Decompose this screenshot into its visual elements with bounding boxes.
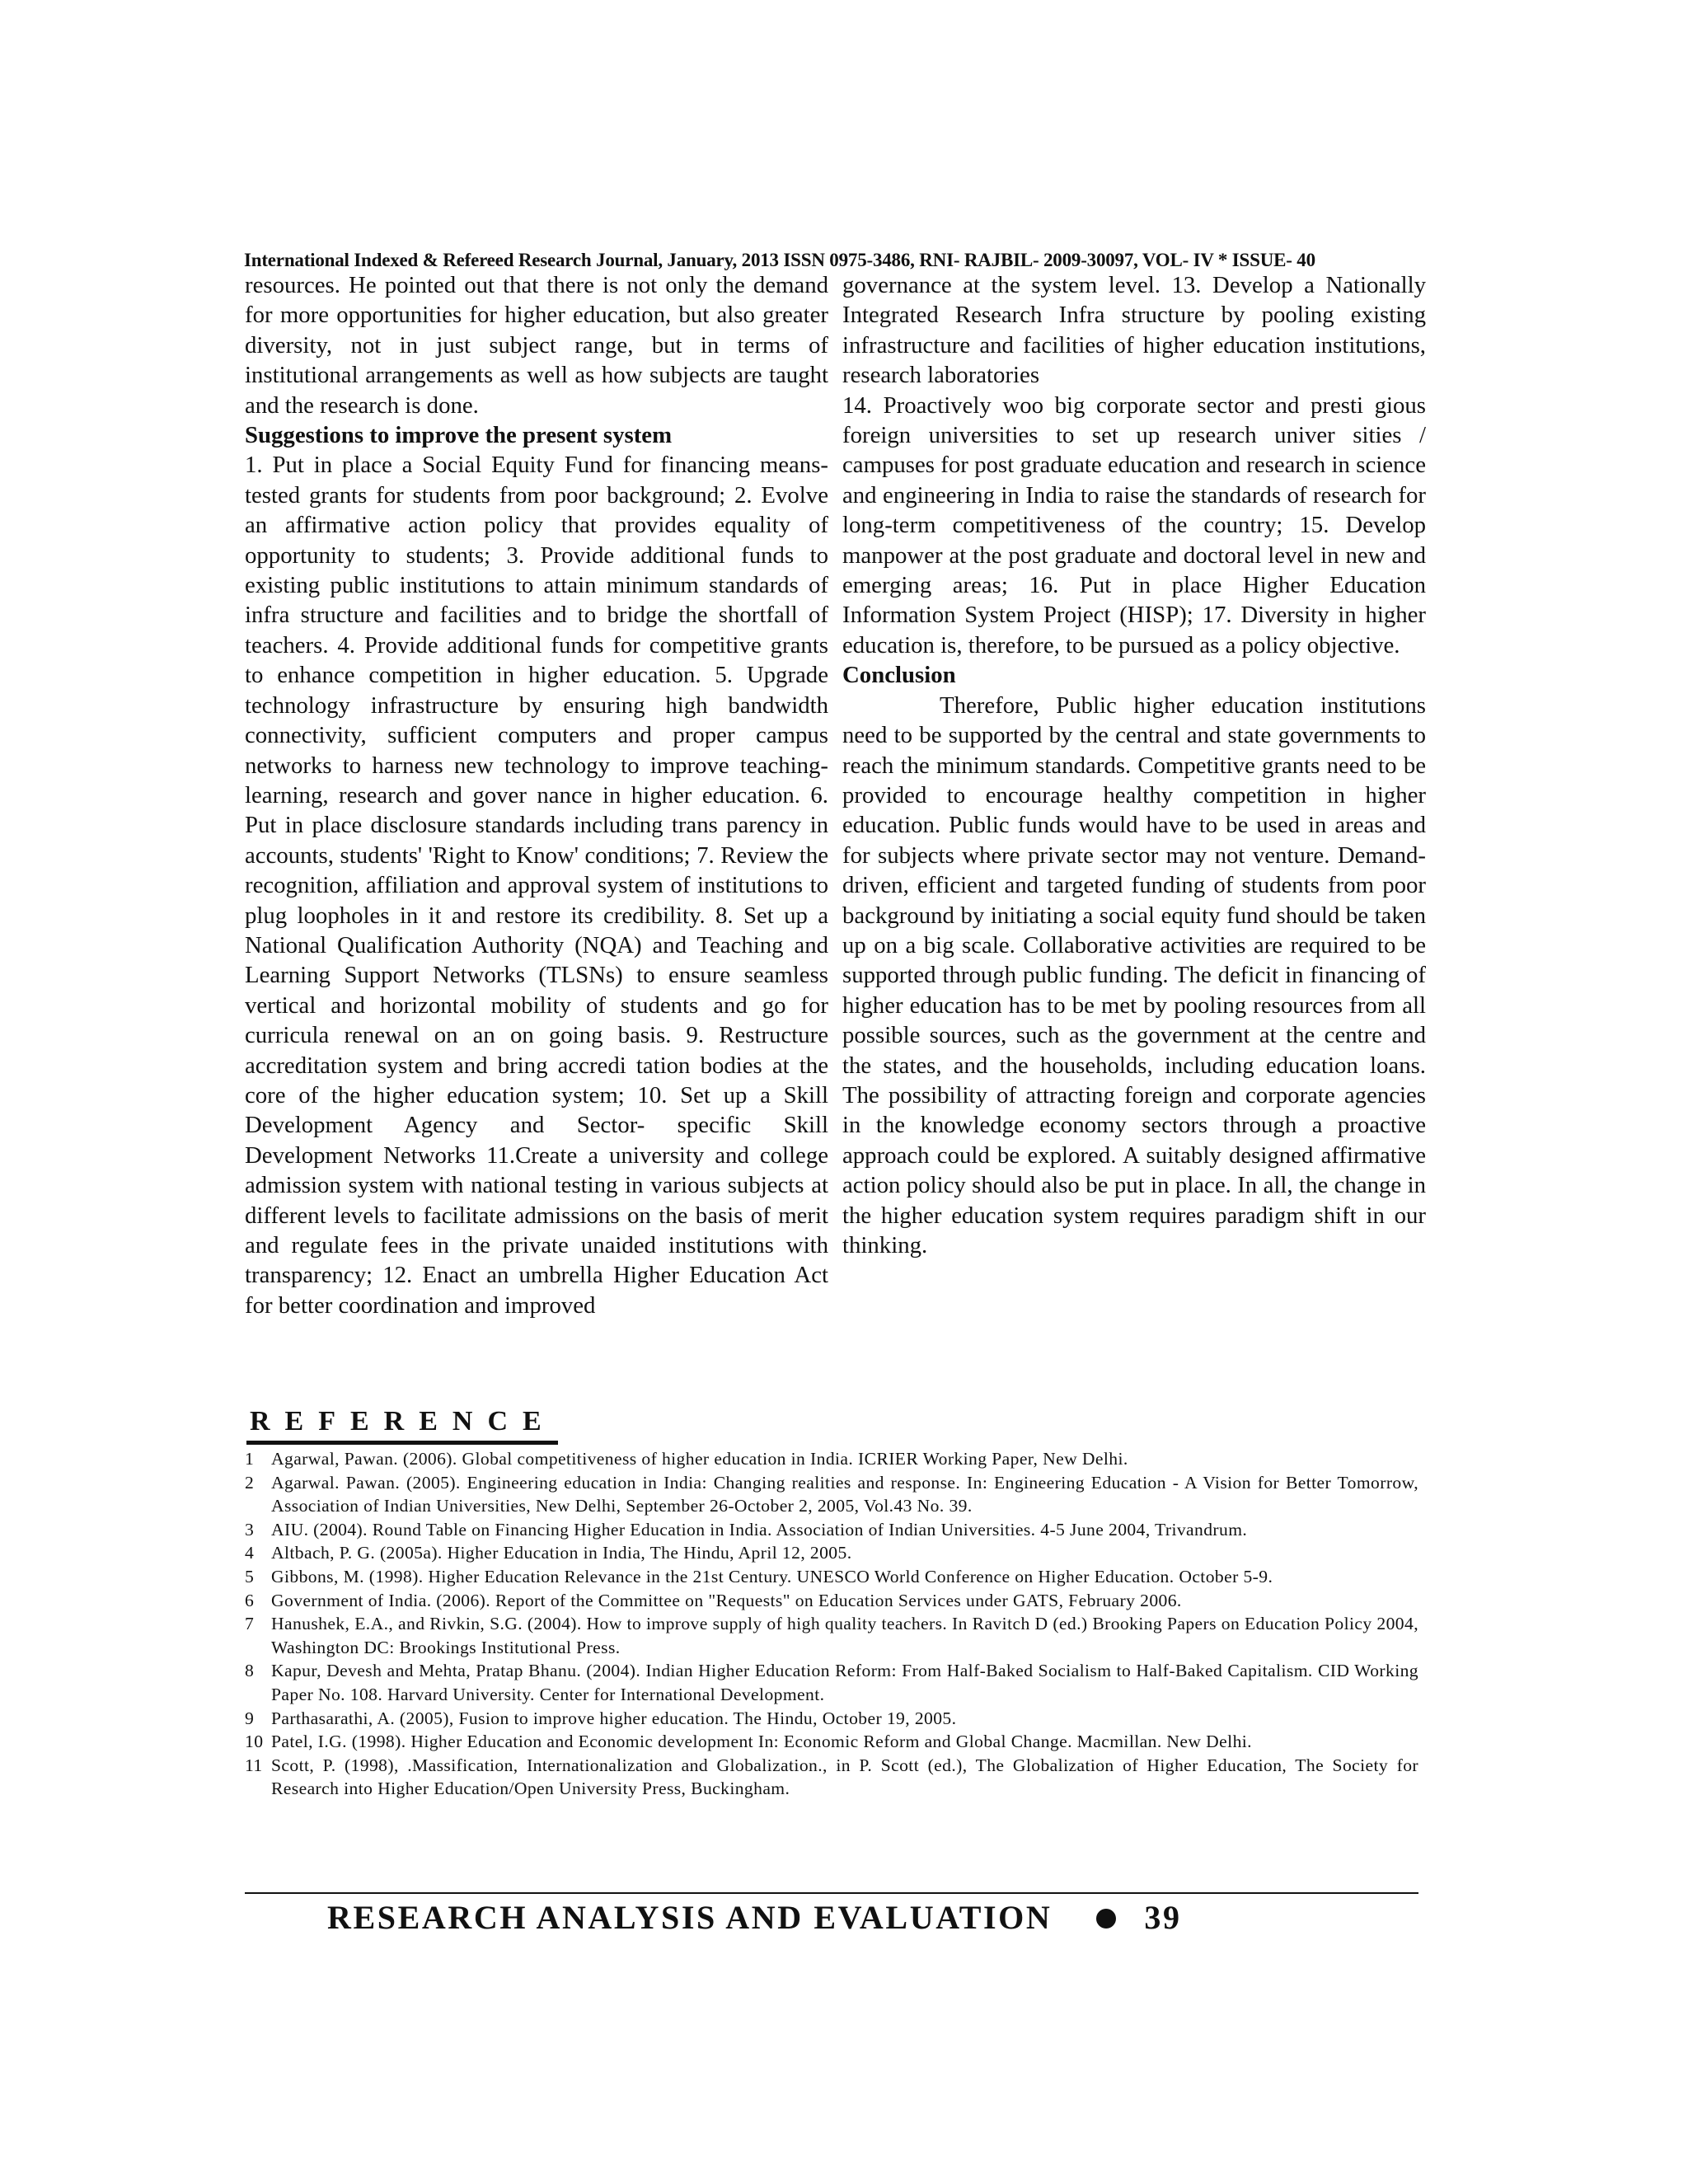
section-heading-conclusion: Conclusion bbox=[842, 662, 956, 689]
page-number: 39 bbox=[1144, 1899, 1182, 1936]
reference-item bbox=[245, 1447, 1418, 1471]
bullet-icon bbox=[1096, 1909, 1116, 1929]
section-heading-suggestions: Suggestions to improve the present system bbox=[245, 422, 673, 449]
reference-text: Agarwal, Pawan. (2006). Global competitiveness of higher education in India. ICRIER Working Paper, New Delhi. bbox=[271, 1449, 1128, 1469]
left-column bbox=[245, 270, 828, 1320]
reference-number: 3 bbox=[245, 1519, 255, 1540]
reference-number: 10 bbox=[245, 1732, 264, 1752]
reference-list bbox=[245, 1447, 1418, 1801]
reference-item bbox=[245, 1659, 1418, 1706]
reference-item bbox=[245, 1707, 1418, 1731]
reference-number: 8 bbox=[245, 1661, 255, 1681]
reference-text: Patel, I.G. (1998). Higher Education and Economic development In: Economic Reform and Global Change. Macmillan. New Delhi. bbox=[271, 1732, 1252, 1752]
reference-text: Gibbons, M. (1998). Higher Education Relevance in the 21st Century. UNESCO World Conference on Higher Education. October 5-9. bbox=[271, 1566, 1273, 1586]
running-header: International Indexed & Refereed Research Journal, January, 2013 ISSN 0975-3486, RNI- RAJBIL- 2009-30097, VOL- IV * ISSUE- 40 bbox=[244, 250, 1315, 270]
reference-item bbox=[245, 1541, 1418, 1565]
reference-item bbox=[245, 1589, 1418, 1613]
reference-text: Agarwal. Pawan. (2005). Engineering education in India: Changing realities and response. In: Engineering Education - A Vision for Better Tomorrow, Association of Indian Universities, New Delhi, September 26-October 2, 2005, Vol.43 No. 39. bbox=[271, 1472, 1418, 1516]
reference-number: 9 bbox=[245, 1708, 255, 1728]
reference-item bbox=[245, 1612, 1418, 1659]
reference-text: Kapur, Devesh and Mehta, Pratap Bhanu. (2004). Indian Higher Education Reform: From Half-Baked Socialism to Half-Baked Capitalism. CID Working Paper No. 108. Harvard University. Center for International Development. bbox=[271, 1661, 1418, 1704]
journal-name: RESEARCH ANALYSIS AND EVALUATION bbox=[327, 1899, 1053, 1936]
footer bbox=[327, 1897, 1399, 1938]
reference-number: 5 bbox=[245, 1566, 255, 1586]
left-paragraph-1: resources. He pointed out that there is not only the demand for more opportunities for higher education, but also greater diversity, not in just subject range, but in terms of institutional arrangements as well as how subjects are taught and the research is done. bbox=[245, 272, 828, 419]
right-paragraph-2: 14. Proactively woo big corporate sector and presti gious foreign universities to set up research univer sities / campuses for post graduate education and research in science and engineering in India to raise the standards of research for long-term competitiveness of the country; 15. Develop manpower at the post graduate and doctoral level in new and emerging areas; 16. Put in place Higher Education Information System Project (HISP); 17. Diversity in higher education is, therefore, to be pursued as a policy objective. bbox=[842, 391, 1426, 658]
reference-item bbox=[245, 1565, 1418, 1589]
reference-text: Hanushek, E.A., and Rivkin, S.G. (2004). How to improve supply of high quality teachers. In Ravitch D (ed.) Brooking Papers on Education Policy 2004, Washington DC: Brookings Institutional Press. bbox=[271, 1614, 1418, 1657]
reference-heading-block bbox=[246, 1404, 558, 1445]
reference-number: 7 bbox=[245, 1614, 255, 1634]
reference-number: 1 bbox=[245, 1449, 255, 1469]
reference-item bbox=[245, 1471, 1418, 1518]
reference-number: 6 bbox=[245, 1590, 255, 1610]
reference-number: 2 bbox=[245, 1472, 255, 1493]
left-paragraph-2: 1. Put in place a Social Equity Fund for financing means-tested grants for students from poor background; 2. Evolve an affirmative action policy that provides equality of opportunity to students; 3. Provide additional funds to existing public institutions to attain minimum standards of infra structure and facilities and to bridge the shortfall of teachers. 4. Provide additional funds for competitive grants to enhance competition in higher education. 5. Upgrade technology infrastructure by ensuring high bandwidth connectivity, sufficient computers and proper campus networks to harness new technology to improve teaching-learning, research and gover nance in higher education. 6. Put in place disclosure standards including trans parency in accounts, students' 'Right to Know' conditions; 7. Review the recognition, affiliation and approval system of institutions to plug loopholes in it and restore its credibility. 8. Set up a National Qualification Authority (NQA) and Teaching and Learning Support Networks (TLSNs) to ensure seamless vertical and horizontal mobility of students and go for curricula renewal on an on going basis. 9. Restructure accreditation system and bring accredi tation bodies at the core of the higher education system; 10. Set up a Skill Development Agency and Sector- specific Skill Development Networks 11.Create a university and college admission system with national testing in various subjects at different levels to facilitate admissions on the basis of merit and regulate fees in the private unaided institutions with transparency; 12. Enact an umbrella Higher Education Act for better coordination and improved bbox=[245, 452, 828, 1319]
reference-text: AIU. (2004). Round Table on Financing Higher Education in India. Association of Indian Universities. 4-5 June 2004, Trivandrum. bbox=[271, 1519, 1248, 1540]
reference-text: Government of India. (2006). Report of the Committee on "Requests" on Education Services under GATS, February 2006. bbox=[271, 1590, 1182, 1610]
reference-item bbox=[245, 1730, 1418, 1754]
reference-item bbox=[245, 1754, 1418, 1801]
reference-item bbox=[245, 1518, 1418, 1542]
reference-number: 11 bbox=[245, 1755, 263, 1775]
reference-heading: REFERENCE bbox=[246, 1404, 558, 1445]
reference-text: Parthasarathi, A. (2005), Fusion to improve higher education. The Hindu, October 19, 2005. bbox=[271, 1708, 957, 1728]
reference-number: 4 bbox=[245, 1543, 255, 1563]
right-paragraph-1: governance at the system level. 13. Develop a Nationally Integrated Research Infra structure by pooling existing infrastructure and facilities of higher education institutions, research laboratories bbox=[842, 272, 1426, 389]
right-paragraph-3: Therefore, Public higher education institutions need to be supported by the central and state governments to reach the minimum standards. Competitive grants need to be provided to encourage healthy competition in higher education. Public funds would have to be used in areas and for subjects where private sector may not venture. Demand-driven, efficient and targeted funding of students from poor background by initiating a social equity fund should be taken up on a big scale. Collaborative activities are required to be supported through public funding. The deficit in financing of higher education has to be met by pooling resources from all possible sources, such as the government at the centre and the states, and the households, including education loans. The possibility of attracting foreign and corporate agencies in the knowledge economy sectors through a proactive approach could be explored. A suitably designed affirmative action policy should also be put in place. In all, the change in the higher education system requires paradigm shift in our thinking. bbox=[842, 691, 1426, 1258]
footer-divider bbox=[245, 1892, 1418, 1894]
right-column bbox=[842, 270, 1426, 1260]
reference-text: Altbach, P. G. (2005a). Higher Education in India, The Hindu, April 12, 2005. bbox=[271, 1543, 852, 1563]
reference-text: Scott, P. (1998), .Massification, Internationalization and Globalization., in P. Scott (ed.), The Globalization of Higher Education, The Society for Research into Higher Education/Open University Press, Buckingham. bbox=[271, 1755, 1418, 1799]
